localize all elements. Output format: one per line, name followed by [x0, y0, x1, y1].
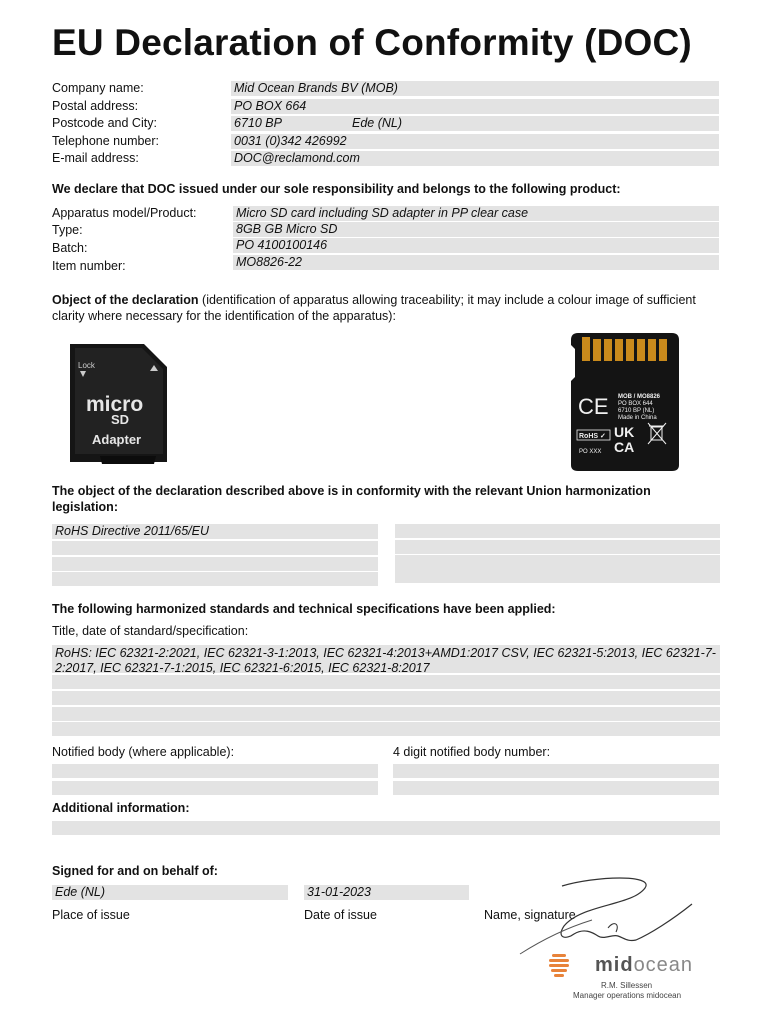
- apparatus-label: Apparatus model/Product:: [52, 206, 197, 220]
- standards-field-3[interactable]: [52, 691, 720, 705]
- type-field[interactable]: 8GB GB Micro SD: [233, 222, 719, 237]
- legislation-field-5[interactable]: [395, 524, 720, 538]
- midocean-logo-icon: [549, 952, 569, 978]
- card-line-1: MOB / MO8826: [618, 394, 661, 400]
- rohs-mark: RoHS ✓: [579, 433, 606, 440]
- card-line-4: Made in China: [618, 415, 657, 421]
- notified-number-label: 4 digit notified body number:: [393, 745, 551, 759]
- ce-mark: CE: [578, 394, 609, 419]
- ukca-mark-top: UK: [614, 424, 635, 440]
- standards-field[interactable]: RoHS: IEC 62321-2:2021, IEC 62321-3-1:2013, IEC 62321-4:2013+AMD1:2017 CSV, IEC 62321-5:2013, IEC 62321-7-2:2017, IEC 62321-7-1:2015, IEC 62321-6:2015, IEC 62321-8:2017: [52, 645, 720, 673]
- legislation-field-7[interactable]: [395, 555, 720, 569]
- signed-heading: Signed for and on behalf of:: [52, 864, 218, 878]
- name-signature-label: Name, signature: [484, 908, 576, 922]
- lock-text: Lock: [78, 361, 95, 370]
- place-of-issue-label: Place of issue: [52, 908, 130, 922]
- email-label: E-mail address:: [52, 151, 139, 165]
- legislation-field-1[interactable]: RoHS Directive 2011/65/EU: [52, 524, 378, 539]
- card-line-2: PO BOX 644: [618, 401, 653, 407]
- signer-role: Manager operations midocean: [573, 991, 682, 1000]
- notified-body-field-1[interactable]: [52, 764, 378, 778]
- notified-body-field-2[interactable]: [52, 781, 378, 795]
- legislation-field-4[interactable]: [52, 572, 378, 586]
- additional-info-field[interactable]: [52, 821, 720, 835]
- notified-number-field-1[interactable]: [393, 764, 719, 778]
- postcode-city-field[interactable]: [231, 116, 719, 131]
- telephone-label: Telephone number:: [52, 134, 160, 148]
- type-label: Type:: [52, 223, 83, 237]
- email-field[interactable]: DOC@reclamond.com: [231, 151, 719, 166]
- item-number-field[interactable]: MO8826-22: [233, 255, 719, 270]
- object-declaration: Object of the declaration (identification of apparatus allowing traceability; it may include a colour image of sufficient clarity where necessary for the identification of the apparatus):: [52, 293, 696, 323]
- date-of-issue-field[interactable]: 31-01-2023: [304, 885, 469, 900]
- postcode-city-label: Postcode and City:: [52, 116, 157, 130]
- company-name-field[interactable]: Mid Ocean Brands BV (MOB): [231, 81, 719, 96]
- sd-adapter-image: [66, 340, 171, 466]
- ukca-mark-bottom: CA: [614, 439, 635, 455]
- telephone-field[interactable]: 0031 (0)342 426992: [231, 134, 719, 149]
- place-of-issue-field[interactable]: Ede (NL): [52, 885, 288, 900]
- notified-number-field-2[interactable]: [393, 781, 719, 795]
- page-title: EU Declaration of Conformity (DOC): [52, 22, 692, 63]
- legislation-field-8[interactable]: [395, 569, 720, 583]
- legislation-field-3[interactable]: [52, 557, 378, 571]
- midocean-wordmark: midocean: [595, 954, 694, 976]
- batch-field[interactable]: PO 4100100146: [233, 238, 719, 253]
- company-name-label: Company name:: [52, 81, 144, 95]
- postal-address-label: Postal address:: [52, 99, 139, 113]
- legislation-field-6[interactable]: [395, 540, 720, 554]
- city-value: Ede (NL): [352, 116, 403, 130]
- additional-info-label: Additional information:: [52, 801, 190, 815]
- adapter-text: Adapter: [92, 432, 142, 447]
- sd-logo-text: SD: [111, 412, 130, 427]
- declare-heading: We declare that DOC issued under our sole responsibility and belongs to the following product:: [52, 182, 621, 196]
- handwritten-signature: [500, 876, 710, 956]
- signer-name: R.M. Sillessen: [601, 981, 653, 990]
- card-po-text: PO XXX: [579, 449, 602, 455]
- batch-label: Batch:: [52, 241, 88, 255]
- micro-logo-text: micro: [86, 393, 144, 416]
- notified-body-label: Notified body (where applicable):: [52, 745, 235, 759]
- sd-card-image: [568, 331, 681, 473]
- postal-address-field[interactable]: PO BOX 664: [231, 99, 719, 114]
- standards-field-5[interactable]: [52, 722, 720, 736]
- apparatus-field[interactable]: Micro SD card including SD adapter in PP clear case: [233, 206, 719, 221]
- legislation-field-2[interactable]: [52, 541, 378, 555]
- date-of-issue-label: Date of issue: [304, 908, 377, 922]
- standards-field-4[interactable]: [52, 707, 720, 721]
- postcode-value: 6710 BP: [234, 116, 282, 130]
- item-number-label: Item number:: [52, 259, 126, 273]
- conformity-heading: The object of the declaration described above is in conformity with the relevant Union harmonization legislation:: [52, 484, 651, 514]
- card-line-3: 6710 BP (NL): [618, 408, 655, 414]
- standards-field-2[interactable]: [52, 675, 720, 689]
- standards-heading: The following harmonized standards and technical specifications have been applied:: [52, 602, 556, 616]
- standards-subheading: Title, date of standard/specification:: [52, 624, 249, 638]
